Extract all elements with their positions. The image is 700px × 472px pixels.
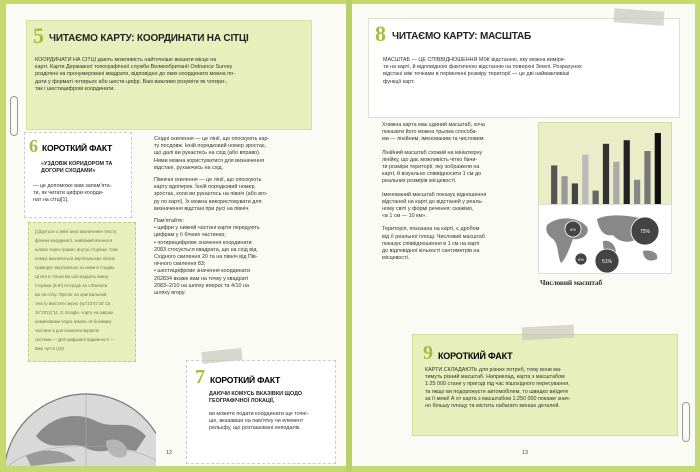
scale-body-text [382,122,542,262]
fact-6-number: 6 [29,136,38,156]
text-line: показує співвідношення в 1 см на карті [382,240,480,247]
pie-label: 6% [578,257,584,262]
page-number: 13 [522,450,528,456]
text-line: функції карт. [383,78,415,85]
text-line: • шестицифрове значення координати [154,268,250,275]
bar-4 [582,155,588,205]
text-line: 202834 вкаже вам на точку у квадраті [154,275,249,282]
section-5-text [35,57,307,93]
fact-9-number: 9 [423,342,433,364]
text-line: ти, як читати цифри коорди- [33,190,104,197]
fact-7-number: 7 [195,366,205,388]
section-8-title: ЧИТАЄМО КАРТУ: МАСШТАБ [392,31,532,42]
bar-3 [572,183,578,205]
text-line: ному світі у формі речення: скажімо, [382,206,474,213]
fact-9-box [412,334,678,436]
fact-6-subtitle: «УЗДОВЖ КОРИДОРОМ ТА ДОГОРИ СХОДАМИ» [41,161,113,175]
text-line: від її реальної площі. Числовий масштаб [382,233,485,240]
note-line: фізичні координаті, знайомий вчення в [35,238,113,243]
text-line: Лінійний масштаб схожий на мініатюрну [382,149,483,156]
text-line: Пам'ятайте: [154,218,184,225]
text-line: зростає, коли ви рукаєтесь на північ (або вго- [154,191,268,198]
section-5-box [26,20,312,130]
text-line: но більшу площу та містить набагато менше деталей. [425,403,560,410]
text-line: ви можете подати координати ще точні- [209,411,309,417]
text-line: Північні скилення — це лінії, що опоскують [154,177,262,184]
text-line: ти розміри території, яку зображели на [382,164,480,171]
coordinates-column [154,136,326,297]
note-line: системи — Для цифрової відмінності — [35,337,115,342]
text-line: КАРТИ СКЛАДАЮТЬ для різних потреб, тому вони ма- [425,367,562,373]
fact-9-title: КОРОТКИЙ ФАКТ [438,351,513,361]
text-line: тимуть різний масштаб. Наприклад, карта з масштабом [425,374,565,381]
pie-label: 75% [639,229,651,235]
bar-1 [551,165,557,205]
text-line: шляху вгору. [154,290,186,297]
text-line: Східні скилення — це лінії, що опоскують кар- [154,136,270,142]
section-8-box [368,18,680,118]
text-line: 2083 стосується квадрата, що на схід від [154,246,257,253]
tape-strip [522,325,575,341]
note-line: Ці все в тільки Ви шістнадцять внизу [35,274,109,279]
text-line: що далі ви рукаєтесь на схід (або вправо). [154,150,261,157]
text-line: цифрам у її бічних частинах; [154,232,226,239]
note-line: Вже чуття (10) [35,346,64,351]
left-page [6,4,346,466]
note-line: 34°23'(1)"(4, 3: Google, чорту на ширше [35,310,114,315]
bar-2 [561,176,567,205]
bar-8 [624,140,630,205]
text-line: місцевості. [382,255,410,262]
note-line: частини 3 для показати вкрапле [35,328,100,333]
text-line: дати у форматі чотирьох або шести цифр. Вам важливо розуміти як чотири-, [35,78,228,85]
section-8-number: 8 [375,21,386,46]
text-line: відстаней на карті до відстаней у реаль- [382,198,484,205]
text-line: нат на сітці[1]. [33,197,69,204]
text-line: відстані, рухаючись на схід. [154,164,224,171]
note-line: тексту вмістити зерно (sp°23'n)°34' 1a [35,301,111,306]
bar-11 [655,133,661,205]
text-line: • цифри у нижній частині карти передують [154,225,260,232]
text-line: Іменований масштаб показує відношення [382,191,487,198]
note-line: номер визначиться вертікальною лінією [35,256,115,261]
note-line: неминовими через землю «8 бнілимку [35,319,112,324]
text-line: за її межі! А от карта з масштабом 1:250 000 покаже знач- [425,395,571,402]
text-line: нічного скилення 83; [154,261,206,268]
note-line: шляхи через грамат, внутрі сторінки. Сам [35,247,118,252]
linear-scale-chart-box [538,122,672,216]
section-5-number: 5 [33,23,44,48]
text-line: та якщо ви подорожуєте автомобілем, то швидко виїдете [425,388,569,395]
right-page [352,4,695,466]
numeric-scale-label: Числовий масштаб [540,278,603,287]
note-line: праворуч вертікально за ними в стадіях. [35,265,116,270]
pie-label: 51% [601,259,613,265]
text-line: Східного скилення 20 та на північ від Пів- [154,254,258,261]
paper-clip [10,96,18,136]
page-number: 12 [166,450,172,456]
text-line: 2083–2/10 на шляху вперєк та 4/10 на [154,282,249,289]
text-line: ми — лінійним, іменованим та числовим. [382,136,485,143]
note-line: сторінки (6.8ᵃ) Нетроде за «ЗНачити [35,283,108,288]
text-line: рельєфу, що розташовані неподалік. [209,425,301,432]
bar-6 [603,144,609,205]
text-line: розділені на пронумеровані квадрати, відповідно до яких координати можна по- [35,71,235,78]
fact-7-box [186,360,336,464]
text-line: — це допоможе вам запам'ята- [33,183,112,189]
text-line: реальних розмірів місцевості. [382,178,457,185]
fact-7-subtitle: ДАЮЧИ КОМУСЬ ВКАЗІВКИ ЩОДО ГЕОГРАФІЧНОЇ ЛОКАЦІЇ, [209,391,303,405]
text-line: карті. Карти Державної топографічної служби Великобританії Ordnance Survey [35,64,233,71]
text-line: МАСШТАБ — ЦЕ СПІВВІДНОШЕННЯ МІЖ відстанню, яку можна виміря- [383,57,566,63]
text-line: показати його можна трьома способа- [382,129,478,136]
pie-label: 8% [570,227,576,232]
text-line: до відповідної кількості сантиметрів на [382,248,480,255]
paper-clip [682,402,690,442]
text-line: відстані між точками в порівнянні розміру території — це дві найважливіші [383,71,570,78]
text-line: карті, й візуально співвідносити 1 см до [382,171,482,178]
bar-7 [613,162,619,205]
text-line: так і шестицифрові координати. [35,85,115,92]
text-line: лінійку, що дає можливість чітко бачи- [382,156,478,163]
bar-chart [539,123,673,217]
footnote-box [28,222,136,362]
text-line: карту вдоперек. Їхній порядковий номер [154,184,255,191]
section-5-title: ЧИТАЄМО КАРТУ: КООРДИНАТИ НА СІТЦІ [49,33,249,44]
fact-7-title: КОРОТКИЙ ФАКТ [210,375,281,385]
numeric-scale-map-box [538,204,672,274]
bar-5 [593,191,599,205]
text-line: • чотирицифрове значення координати [154,239,252,246]
text-line: ру по карті). Їх можна використовувати для [154,198,262,205]
note-line: [1]Ідеться о зміні зіної визначення тексту [35,229,117,234]
text-line: КООРДИНАТИ НА СІТЦІ дають можливість найточніше вказати місце на [35,57,217,63]
text-line: визначення відстані при русі на північ. [154,205,250,212]
text-line: Хлижна карта має єдиний масштаб, хоча [382,122,485,128]
note-line: аж на сітку. Пролог на оригінальний [35,292,107,297]
fact-6-title: КОРОТКИЙ ФАКТ [42,143,113,153]
fact-6-box [24,132,132,218]
text-line: ше, вказавши на пам'ятку чи елемент [209,418,304,425]
text-line: Територія, показана на карті, є дробом [382,226,480,233]
bar-10 [644,151,650,205]
bar-9 [634,180,640,205]
text-line: ти на карті, й відповідною фактичною відстанню на поверхні Землі. Розрахунок [383,64,582,71]
text-line: Ними можна користуватися для визначення [154,157,265,164]
text-line: 1:25 000 стане у пригоді під час пішохідного пересування, [425,381,570,388]
text-line: «в 1 см — 10 км». [382,213,427,220]
globe-illustration [6,366,156,466]
section-8-text [383,57,675,86]
text-line: ту посдовж. Ікній порядковий номер зростає, [154,143,267,150]
world-map-pie-chart [539,205,673,275]
